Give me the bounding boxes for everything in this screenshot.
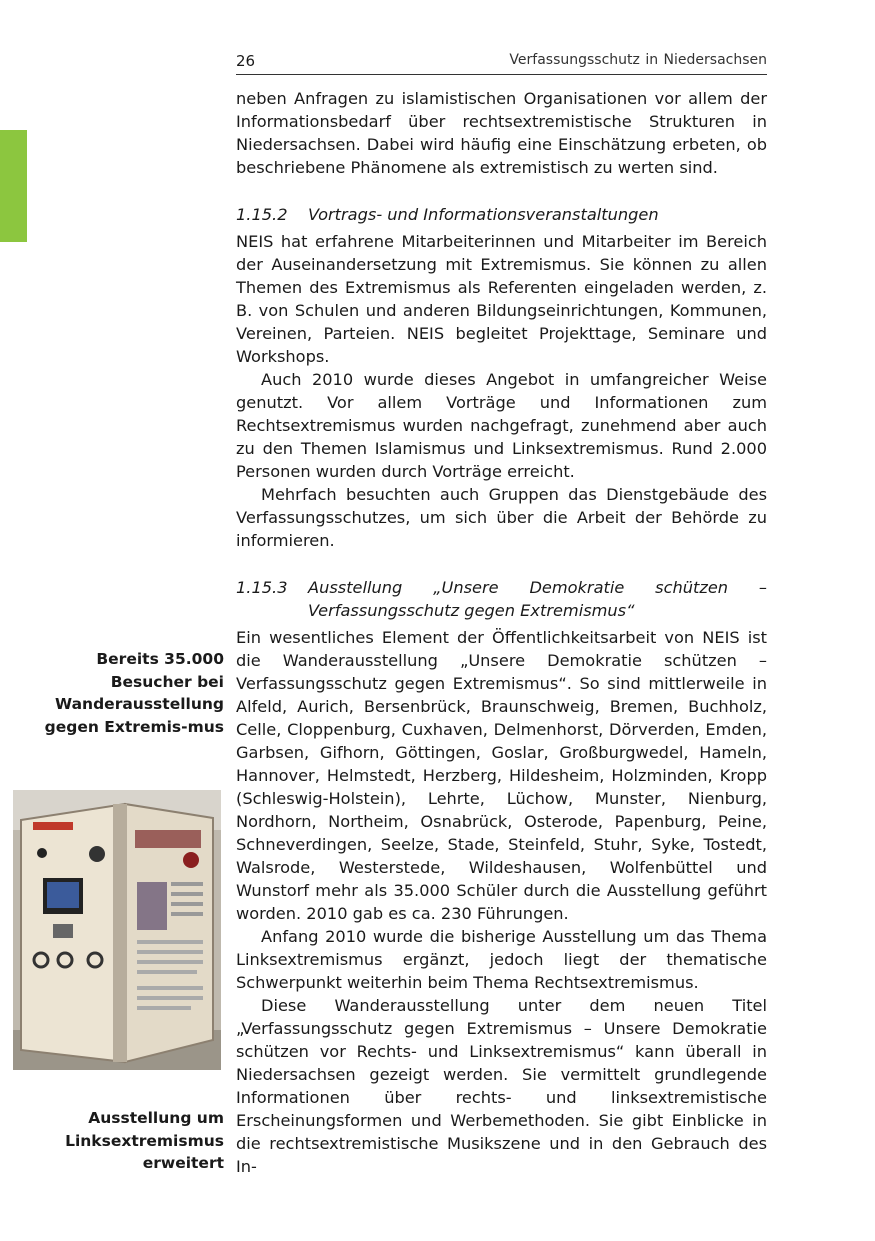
paragraph-4: Mehrfach besuchten auch Gruppen das Dienstgebäude des Verfassungsschutzes, um sich über die Arbeit der Behörde zu informieren. [236, 485, 767, 550]
paragraph-6: Anfang 2010 wurde die bisherige Ausstellung um das Thema Linksextremismus ergänzt, jedoch liegt der thematische Schwerpunkt weiterhin beim Thema Rechtsextremismus. [236, 927, 767, 992]
page-header [236, 52, 767, 75]
exhibition-photo [13, 790, 221, 1070]
margin-note-expanded: Ausstellung um Linksextremismus erweitert [65, 1109, 224, 1172]
paragraph-2: NEIS hat erfahrene Mitarbeiterinnen und Mitarbeiter im Bereich der Auseinandersetzung mit Extremismus. Sie können zu allen Themen des Extremismus als Referenten eingeladen werden, z. B. von Schulen und anderen Bildungseinrichtungen, Kommunen, Vereinen, Parteien. NEIS begleitet Projekttage, Seminare und Workshops. [236, 232, 767, 366]
section-title: Ausstellung „Unsere Demokratie schützen – Verfassungsschutz gegen Extremismus“ [308, 578, 767, 620]
section-number: 1.15.3 [236, 578, 288, 597]
main-text-column [236, 87, 767, 1178]
chapter-tab-marker [0, 130, 27, 242]
exhibition-illustration [13, 790, 221, 1070]
section-number: 1.15.2 [236, 205, 288, 224]
running-title: Verfassungsschutz in Niedersachsen [509, 52, 767, 68]
section-heading-1-15-2 [236, 203, 767, 226]
section-heading-1-15-3 [236, 576, 767, 622]
paragraph-3: Auch 2010 wurde dieses Angebot in umfangreicher Weise genutzt. Vor allem Vorträge und Informationen zum Rechtsextremismus wurden nachgefragt, zunehmend aber auch zu den Themen Islamismus und Linksextremismus. Rund 2.000 Personen wurden durch Vorträge erreicht. [236, 370, 767, 481]
paragraph-1: neben Anfragen zu islamistischen Organisationen vor allem der Informationsbedarf über rechtsextremistische Strukturen in Niedersachsen. Dabei wird häufig eine Einschätzung erbeten, ob beschriebene Phänomene als extremistisch zu werten sind. [236, 89, 767, 177]
paragraph-7: Diese Wanderausstellung unter dem neuen Titel „Verfassungsschutz gegen Extremismus – Unsere Demokratie schützen vor Rechts- und Linksextremismus“ kann überall in Niedersachsen gezeigt werden. Sie vermittelt grundlegende Informationen über rechts- und linksextremistische Erscheinungsformen und Werbemethoden. Sie gibt Einblicke in die rechtsextremistische Musikszene und in den Gebrauch des In- [236, 996, 767, 1176]
margin-note-visitors: Bereits 35.000 Besucher bei Wanderausstellung gegen Extremis-mus [44, 650, 224, 736]
page-number: 26 [236, 52, 256, 70]
section-title: Vortrags- und Informationsveranstaltungen [308, 205, 659, 224]
paragraph-5: Ein wesentliches Element der Öffentlichkeitsarbeit von NEIS ist die Wanderausstellung „Unsere Demokratie schützen – Verfassungsschutz gegen Extremismus“. So sind mittlerweile in Alfeld, Aurich, Bersenbrück, Braunschweig, Bremen, Buchholz, Celle, Cloppenburg, Cuxhaven, Delmenhorst, Dörverden, Emden, Garbsen, Gifhorn, Göttingen, Goslar, Großburgwedel, Hameln, Hannover, Helmstedt, Herzberg, Hildesheim, Holzminden, Kropp (Schleswig-Holstein), Lehrte, Lüchow, Munster, Nienburg, Nordhorn, Northeim, Osnabrück, Osterode, Papenburg, Peine, Schneverdingen, Seelze, Stade, Steinfeld, Stuhr, Syke, Tostedt, Walsrode, Westerstede, Wildeshausen, Wolfenbüttel und Wunstorf mehr als 35.000 Schüler durch die Ausstellung geführt worden. 2010 gab es ca. 230 Führungen. [236, 628, 767, 923]
